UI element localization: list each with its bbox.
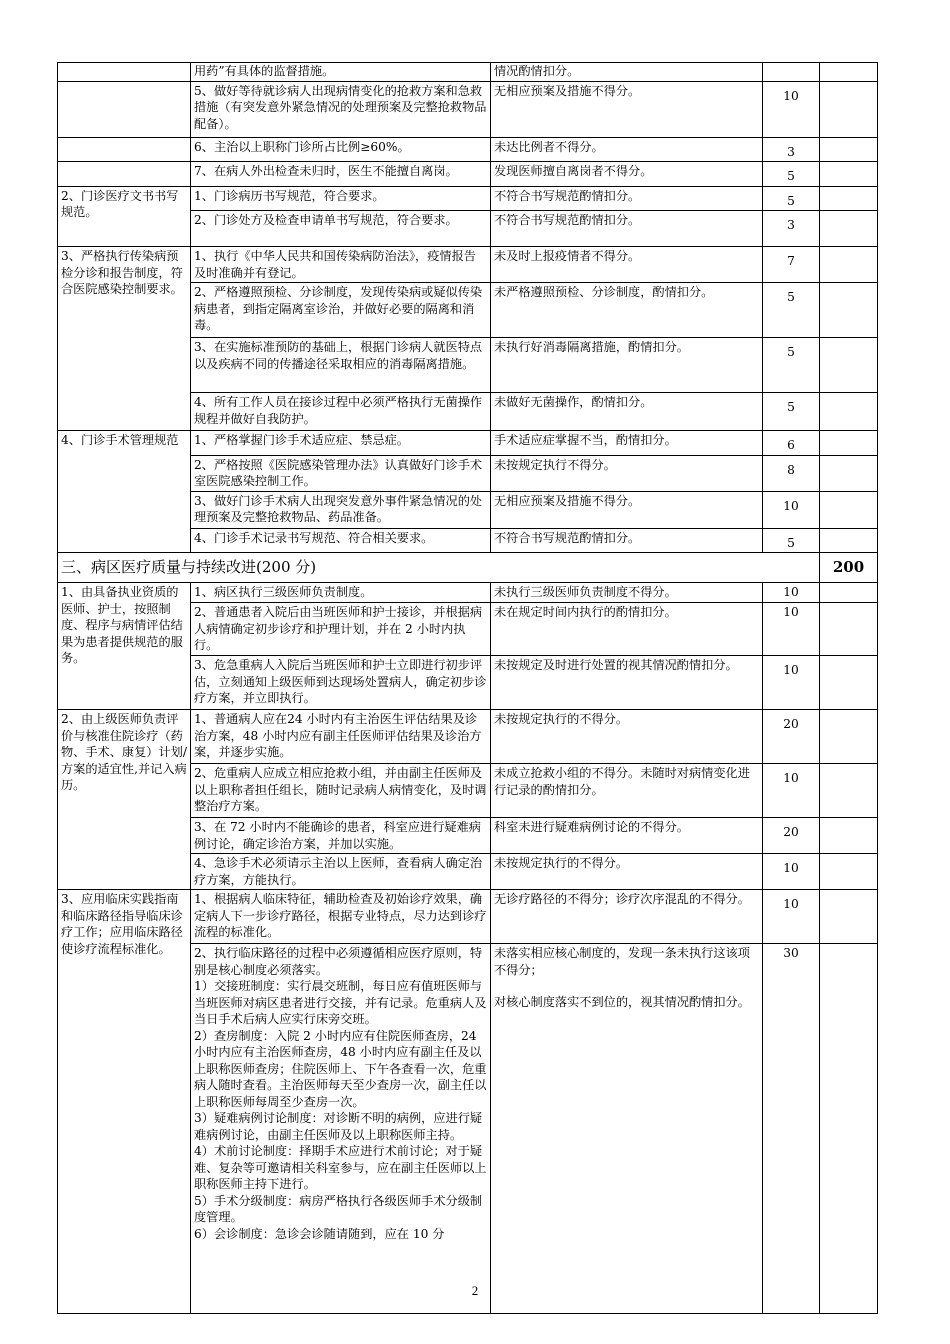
table-row bbox=[58, 583, 878, 603]
standard-cell: 未执行好消毒隔离措施，酌情扣分。 bbox=[491, 338, 763, 393]
item-cell: 4、门诊手术记录书写规范、符合相关要求。 bbox=[191, 528, 491, 553]
item-cell: 1、门诊病历书写规范，符合要求。 bbox=[191, 186, 491, 211]
remark-cell bbox=[820, 583, 878, 603]
score-cell: 3 bbox=[763, 137, 820, 162]
item-cell: 7、在病人外出检查未归时，医生不能擅自离岗。 bbox=[191, 162, 491, 187]
item-cell: 3、危急重病人入院后当班医师和护士立即进行初步评估，立刻通知上级医师到达现场处置病人，确定初步诊疗方案，并立即执行。 bbox=[191, 656, 491, 710]
category-cell: 4、门诊手术管理规范 bbox=[58, 431, 191, 553]
item-cell: 6、主治以上职称门诊所占比例≥60%。 bbox=[191, 137, 491, 162]
standard-cell: 未按规定及时进行处置的视其情况酌情扣分。 bbox=[491, 656, 763, 710]
item-cell: 5、做好等待就诊病人出现病情变化的抢救方案和急救措施（有突发意外紧急情况的处理预案及完整抢救物品配备）。 bbox=[191, 81, 491, 137]
category-cell: 2、由上级医师负责评价与核准住院诊疗（药物、手术、康复）计划/方案的适宜性,并记入病历。 bbox=[58, 710, 191, 890]
item-line: 5）手术分级制度：病房严格执行各级医师手术分级制度管理。 bbox=[194, 1193, 483, 1224]
score-cell: 3 bbox=[763, 211, 820, 247]
section-total: 200 bbox=[820, 553, 878, 583]
standard-cell: 未及时上报疫情者不得分。 bbox=[491, 247, 763, 283]
spacer bbox=[494, 978, 759, 994]
table-row bbox=[58, 162, 878, 187]
table-row bbox=[58, 710, 878, 764]
remark-cell bbox=[820, 854, 878, 890]
table-row bbox=[58, 81, 878, 137]
item-line: 2）查房制度：入院 2 小时内应有住院医师查房，24 小时内应有主治医师查房，48 小时内应有副主任及以上职称医师查房；住院医师上、下午各查看一次，危重病人随时查看。主治医师每天至少查房一次，副主任以上职称医师每周至少查房一次。 bbox=[194, 1028, 487, 1109]
standard-cell: 不符合书写规范酌情扣分。 bbox=[491, 211, 763, 247]
score-cell: 5 bbox=[763, 283, 820, 338]
score-cell: 10 bbox=[763, 764, 820, 818]
standard-cell: 不符合书写规范酌情扣分。 bbox=[491, 186, 763, 211]
item-cell: 1、执行《中华人民共和国传染病防治法》，疫情报告及时准确并有登记。 bbox=[191, 247, 491, 283]
remark-cell bbox=[820, 247, 878, 283]
category-cell: 2、门诊医疗文书书写规范。 bbox=[58, 186, 191, 247]
standard-cell: 未严格遵照预检、分诊制度，酌情扣分。 bbox=[491, 283, 763, 338]
score-cell: 10 bbox=[763, 854, 820, 890]
category-cell bbox=[58, 81, 191, 137]
standard-cell: 不符合书写规范酌情扣分。 bbox=[491, 528, 763, 553]
score-cell: 20 bbox=[763, 818, 820, 854]
item-cell: 3、做好门诊手术病人出现突发意外事件紧急情况的处理预案及完整抢救物品、药品准备。 bbox=[191, 491, 491, 528]
item-cell: 4、急诊手术必须请示主治以上医师，查看病人确定治疗方案，方能执行。 bbox=[191, 854, 491, 890]
standard-cell bbox=[491, 944, 763, 1314]
table-row bbox=[58, 186, 878, 211]
item-cell: 1、普通病人应在24 小时内有主治医生评估结果及诊治方案，48 小时内应有副主任医师评估结果及诊治方案，并逐步实施。 bbox=[191, 710, 491, 764]
standard-cell: 未按规定执行的不得分。 bbox=[491, 854, 763, 890]
score-cell: 10 bbox=[763, 81, 820, 137]
score-cell: 5 bbox=[763, 186, 820, 211]
standard-cell: 未做好无菌操作，酌情扣分。 bbox=[491, 393, 763, 431]
section-header-row bbox=[58, 553, 878, 583]
standard-cell: 科室未进行疑难病例讨论的不得分。 bbox=[491, 818, 763, 854]
remark-cell bbox=[820, 944, 878, 1314]
item-line: 6）会诊制度：急诊会诊随请随到，应在 10 分 bbox=[194, 1226, 445, 1241]
standard-line: 未落实相应核心制度的，发现一条未执行这该项不得分； bbox=[494, 946, 750, 977]
score-cell: 5 bbox=[763, 162, 820, 187]
standard-cell: 无相应预案及措施不得分。 bbox=[491, 491, 763, 528]
table-row bbox=[58, 890, 878, 944]
standard-cell: 未在规定时间内执行的酌情扣分。 bbox=[491, 603, 763, 656]
remark-cell bbox=[820, 603, 878, 656]
remark-cell bbox=[820, 710, 878, 764]
item-cell: 4、所有工作人员在接诊过程中必须严格执行无菌操作规程并做好自我防护。 bbox=[191, 393, 491, 431]
item-line: 1）交接班制度：实行晨交班制，每日应有值班医师与当班医师对病区患者进行交接，并有记录。危重病人及当日手术后病人应实行床旁交班。 bbox=[194, 979, 487, 1026]
remark-cell bbox=[820, 283, 878, 338]
score-cell: 30 bbox=[763, 944, 820, 1314]
score-cell: 10 bbox=[763, 656, 820, 710]
item-cell: 用药”有具体的监督措施。 bbox=[191, 63, 491, 82]
score-cell: 10 bbox=[763, 491, 820, 528]
remark-cell bbox=[820, 81, 878, 137]
table-row bbox=[58, 137, 878, 162]
category-cell: 3、应用临床实践指南和临床路径指导临床诊疗工作；应用临床路径使诊疗流程标准化。 bbox=[58, 890, 191, 1314]
score-cell: 10 bbox=[763, 583, 820, 603]
item-cell: 2、严格按照《医院感染管理办法》认真做好门诊手术室医院感染控制工作。 bbox=[191, 455, 491, 491]
table-row bbox=[58, 431, 878, 456]
category-cell bbox=[58, 162, 191, 187]
item-line: 3）疑难病例讨论制度：对诊断不明的病例，应进行疑难病例讨论，由副主任医师及以上职称医师主持。 bbox=[194, 1111, 483, 1142]
score-cell: 20 bbox=[763, 710, 820, 764]
category-cell bbox=[58, 63, 191, 82]
category-cell: 3、严格执行传染病预检分诊和报告制度，符合医院感染控制要求。 bbox=[58, 247, 191, 431]
table-row bbox=[58, 63, 878, 82]
standard-cell: 手术适应症掌握不当，酌情扣分。 bbox=[491, 431, 763, 456]
remark-cell bbox=[820, 455, 878, 491]
page-number: 2 bbox=[471, 1283, 479, 1298]
remark-cell bbox=[820, 393, 878, 431]
standard-cell: 未按规定执行的不得分。 bbox=[491, 710, 763, 764]
score-cell: 8 bbox=[763, 455, 820, 491]
score-cell: 6 bbox=[763, 431, 820, 456]
evaluation-table bbox=[57, 62, 878, 1314]
standard-cell: 发现医师擅自离岗者不得分。 bbox=[491, 162, 763, 187]
standard-cell: 无相应预案及措施不得分。 bbox=[491, 81, 763, 137]
remark-cell bbox=[820, 431, 878, 456]
item-cell: 2、门诊处方及检查申请单书写规范，符合要求。 bbox=[191, 211, 491, 247]
remark-cell bbox=[820, 63, 878, 82]
standard-cell: 情况酌情扣分。 bbox=[491, 63, 763, 82]
item-line: 2、执行临床路径的过程中必须遵循相应医疗原则，特别是核心制度必须落实。 bbox=[194, 946, 483, 977]
item-cell bbox=[191, 944, 491, 1314]
remark-cell bbox=[820, 211, 878, 247]
item-cell: 3、在 72 小时内不能确诊的患者，科室应进行疑难病例讨论，确定诊治方案，并加以实施。 bbox=[191, 818, 491, 854]
remark-cell bbox=[820, 528, 878, 553]
item-cell: 1、严格掌握门诊手术适应症、禁忌症。 bbox=[191, 431, 491, 456]
standard-cell: 未执行三级医师负责制度不得分。 bbox=[491, 583, 763, 603]
remark-cell bbox=[820, 137, 878, 162]
remark-cell bbox=[820, 491, 878, 528]
score-cell bbox=[763, 63, 820, 82]
item-cell: 2、严格遵照预检、分诊制度，发现传染病或疑似传染病患者，到指定隔离室诊治，并做好必要的隔离和消毒。 bbox=[191, 283, 491, 338]
item-cell: 1、病区执行三级医师负责制度。 bbox=[191, 583, 491, 603]
table-row bbox=[58, 247, 878, 283]
standard-cell: 无诊疗路径的不得分；诊疗次序混乱的不得分。 bbox=[491, 890, 763, 944]
score-cell: 10 bbox=[763, 890, 820, 944]
standard-line: 对核心制度落实不到位的，视其情况酌情扣分。 bbox=[494, 995, 750, 1009]
remark-cell bbox=[820, 656, 878, 710]
remark-cell bbox=[820, 338, 878, 393]
item-line: 4）术前讨论制度：择期手术应进行术前讨论；对于疑难、复杂等可邀请相关科室参与，应在副主任医师以上职称医师主持下进行。 bbox=[194, 1144, 487, 1191]
standard-cell: 未按规定执行不得分。 bbox=[491, 455, 763, 491]
item-cell: 2、普通患者入院后由当班医师和护士接诊，并根据病人病情确定初步诊疗和护理计划，并在 2 小时内执行。 bbox=[191, 603, 491, 656]
category-cell: 1、由具备执业资质的医师、护士，按照制度、程序与病情评估结果为患者提供规范的服务。 bbox=[58, 583, 191, 710]
remark-cell bbox=[820, 162, 878, 187]
score-cell: 5 bbox=[763, 528, 820, 553]
remark-cell bbox=[820, 186, 878, 211]
item-cell: 2、危重病人应成立相应抢救小组，并由副主任医师及以上职称者担任组长，随时记录病人病情变化，及时调整治疗方案。 bbox=[191, 764, 491, 818]
standard-cell: 未成立抢救小组的不得分。未随时对病情变化进行记录的酌情扣分。 bbox=[491, 764, 763, 818]
score-cell: 10 bbox=[763, 603, 820, 656]
score-cell: 5 bbox=[763, 338, 820, 393]
standard-cell: 未达比例者不得分。 bbox=[491, 137, 763, 162]
item-cell: 1、根据病人临床特征，辅助检查及初始诊疗效果，确定病人下一步诊疗路径，根据专业特点，尽力达到诊疗流程的标准化。 bbox=[191, 890, 491, 944]
item-cell: 3、在实施标准预防的基础上，根据门诊病人就医特点以及疾病不同的传播途径采取相应的消毒隔离措施。 bbox=[191, 338, 491, 393]
remark-cell bbox=[820, 764, 878, 818]
remark-cell bbox=[820, 818, 878, 854]
score-cell: 5 bbox=[763, 393, 820, 431]
remark-cell bbox=[820, 890, 878, 944]
section-title: 三、病区医疗质量与持续改进(200 分) bbox=[58, 553, 820, 583]
score-cell: 7 bbox=[763, 247, 820, 283]
category-cell bbox=[58, 137, 191, 162]
